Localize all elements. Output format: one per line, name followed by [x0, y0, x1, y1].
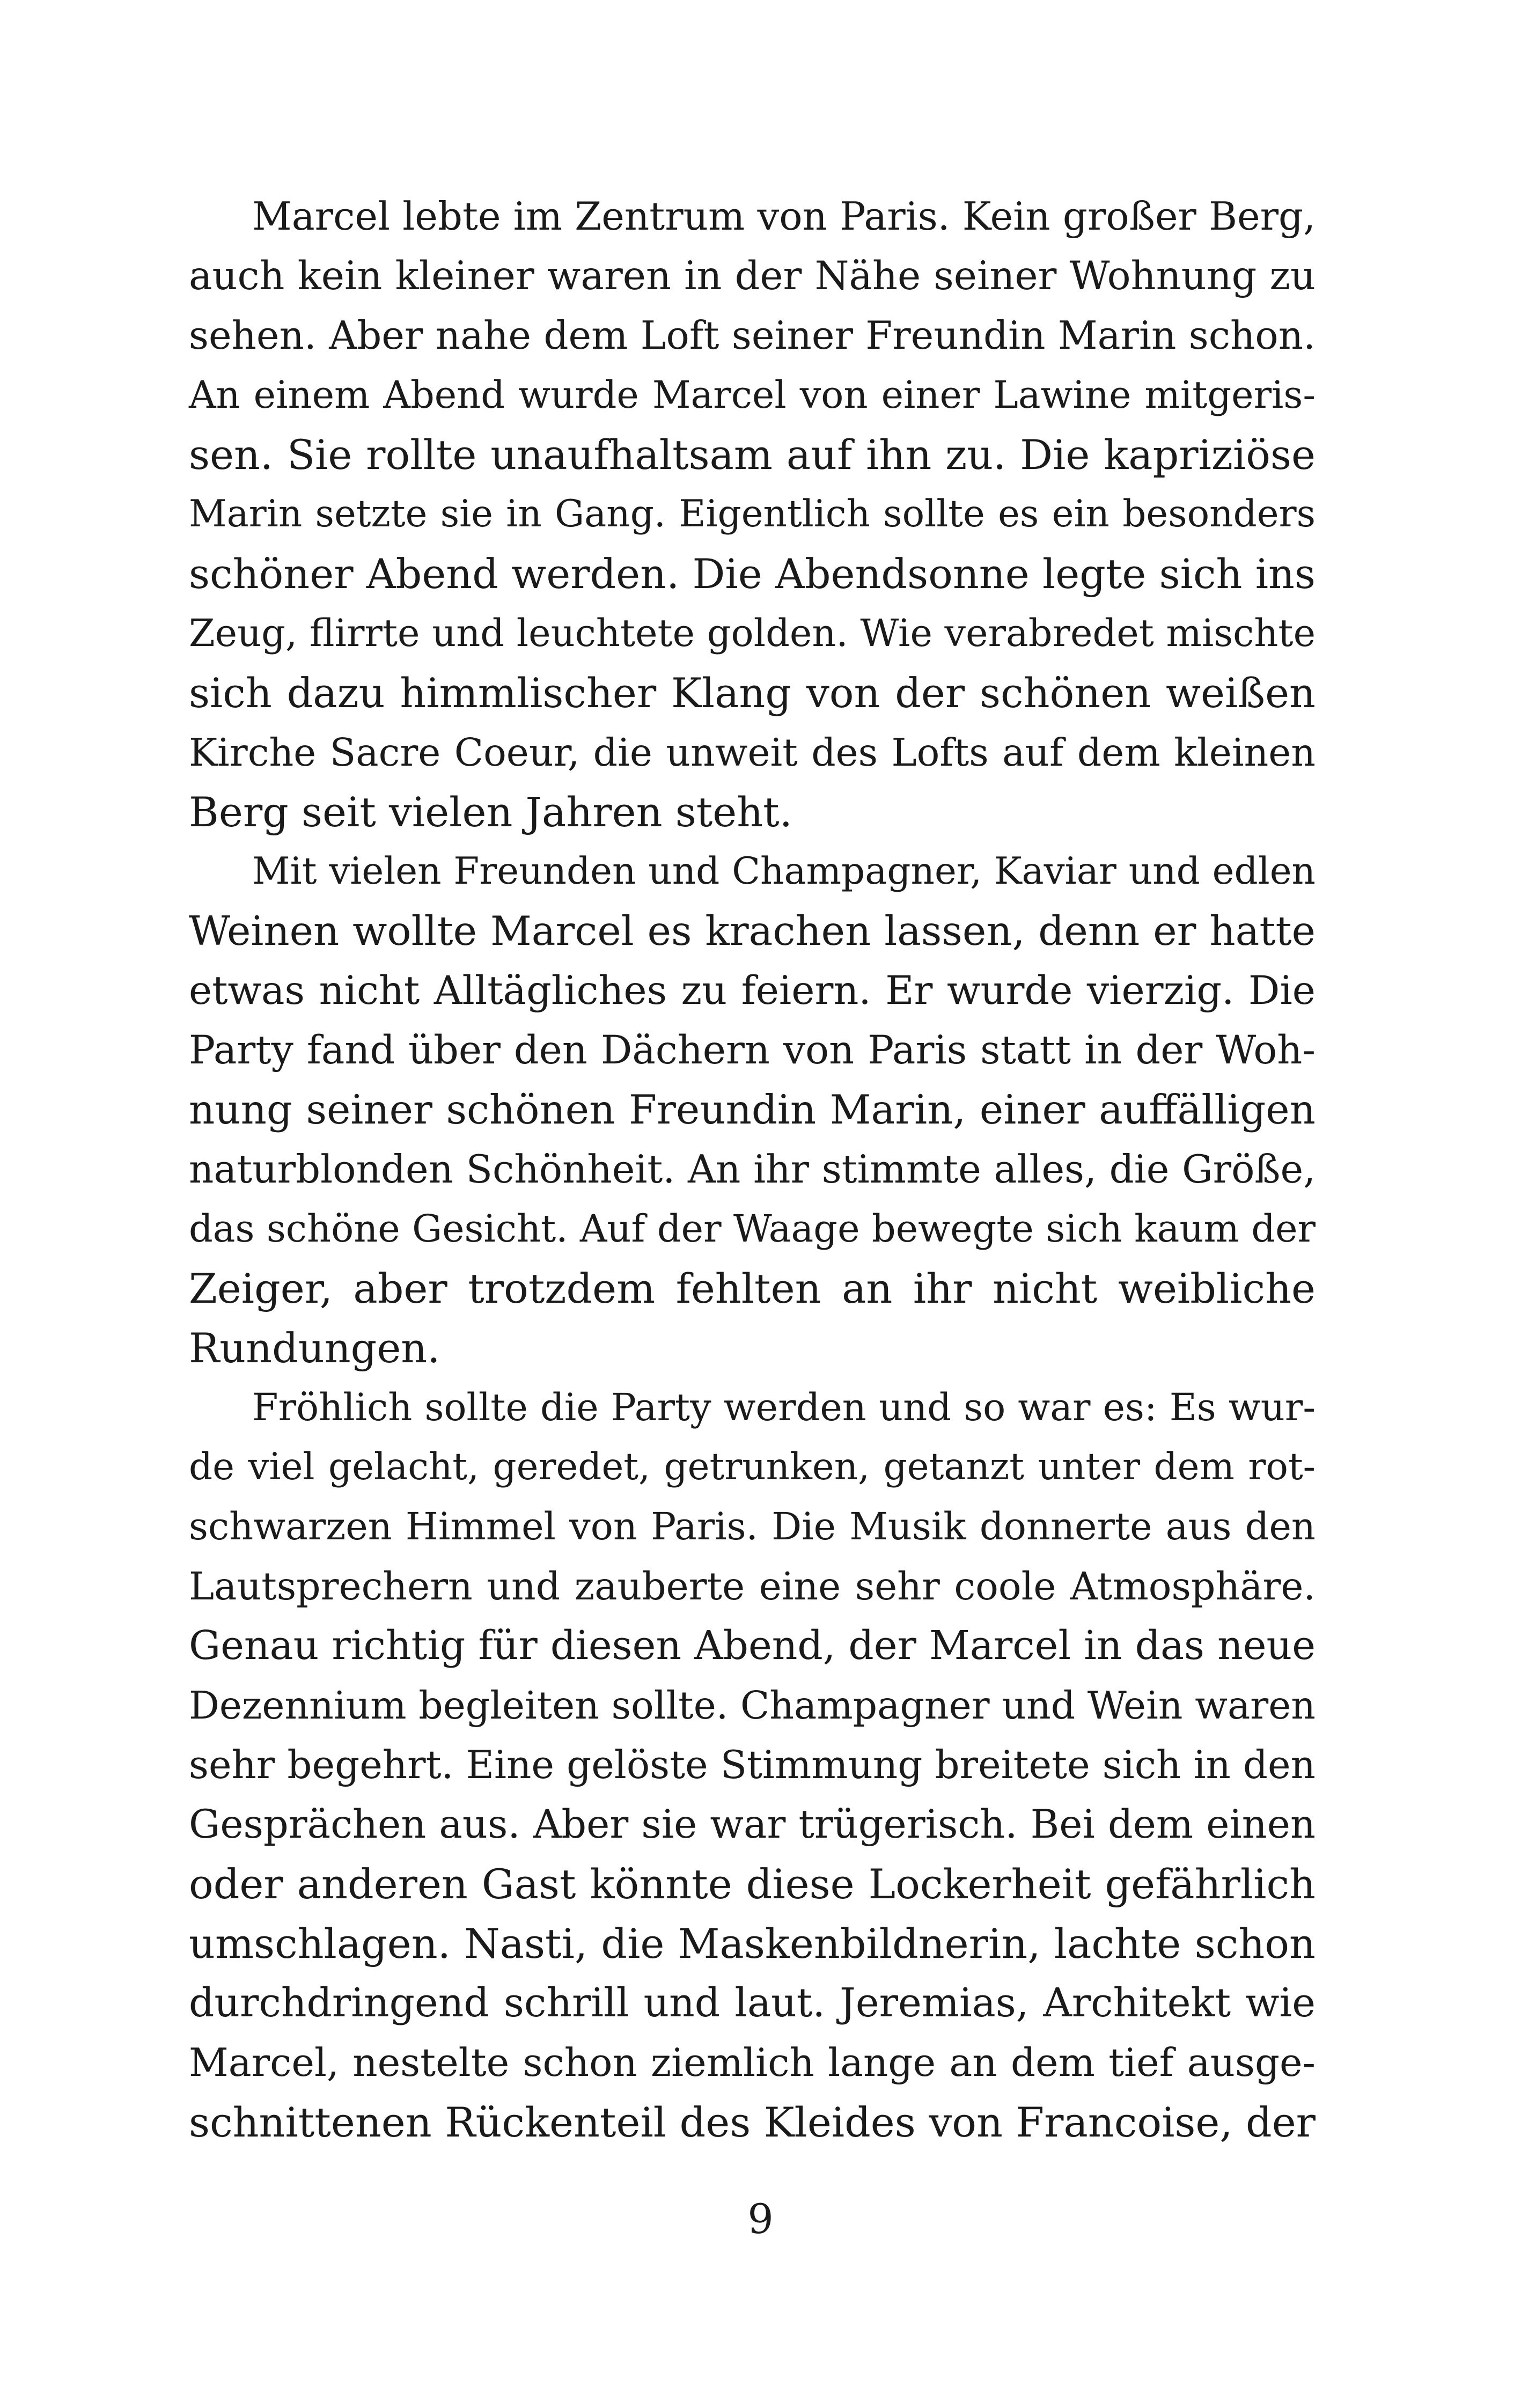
text-line: Party fand über den Dächern von Paris statt in der Woh-	[189, 1027, 1316, 1073]
text-line: auch kein kleiner waren in der Nähe seiner Wohnung zu	[189, 253, 1316, 299]
text-line: Berg seit vielen Jahren steht.	[189, 788, 792, 836]
text-line: Genau richtig für diesen Abend, der Marcel in das neue	[189, 1623, 1316, 1669]
text-line: sehen. Aber nahe dem Loft seiner Freundin Marin schon.	[189, 313, 1316, 358]
text-line: Marcel, nestelte schon ziemlich lange an dem tief ausge-	[189, 2040, 1316, 2085]
text-line: Zeug, flirrte und leuchtete golden. Wie verabredet mischte	[189, 611, 1316, 655]
text-line: Fröhlich sollte die Party werden und so war es: Es wur-	[252, 1385, 1316, 1429]
text-line: schnittenen Rückenteil des Kleides von Francoise, der	[189, 2098, 1316, 2146]
text-line: durchdringend schrill und laut. Jeremias, Architekt wie	[189, 1980, 1316, 2026]
text-line: oder anderen Gast könnte diese Lockerheit gefährlich	[189, 1860, 1316, 1908]
text-line: de viel gelacht, geredet, getrunken, getanzt unter dem rot-	[189, 1445, 1316, 1488]
text-line: schöner Abend werden. Die Abendsonne legte sich ins	[189, 550, 1316, 598]
text-line: Weinen wollte Marcel es krachen lassen, denn er hatte	[189, 907, 1316, 955]
text-line: An einem Abend wurde Marcel von einer Lawine mitgeris-	[189, 373, 1316, 417]
text-line: Zeiger, aber trotzdem fehlten an ihr nicht weibliche	[189, 1265, 1316, 1312]
text-line: naturblonden Schönheit. An ihr stimmte alles, die Größe,	[189, 1147, 1316, 1192]
text-line: Gesprächen aus. Aber sie war trügerisch. Bei dem einen	[189, 1802, 1316, 1847]
text-line: sehr begehrt. Eine gelöste Stimmung breitete sich in den	[189, 1742, 1316, 1787]
text-line: Marcel lebte im Zentrum von Paris. Kein großer Berg,	[252, 194, 1316, 239]
text-line: etwas nicht Alltägliches zu feiern. Er wurde vierzig. Die	[189, 968, 1316, 1014]
text-line: sen. Sie rollte unaufhaltsam auf ihn zu. Die kapriziöse	[189, 431, 1316, 479]
text-line: das schöne Gesicht. Auf der Waage bewegte sich kaum der	[189, 1207, 1316, 1251]
body-text	[189, 187, 1316, 2152]
text-line: nung seiner schönen Freundin Marin, einer auffälligen	[189, 1086, 1316, 1133]
text-line: umschlagen. Nasti, die Maskenbildnerin, lachte schon	[189, 1920, 1316, 1967]
text-line: Dezennium begleiten sollte. Champagner und Wein waren	[189, 1683, 1316, 1728]
text-line: schwarzen Himmel von Paris. Die Musik donnerte aus den	[189, 1504, 1316, 1548]
text-line: Kirche Sacre Coeur, die unweit des Lofts auf dem kleinen	[189, 730, 1316, 775]
text-line: Lautsprechern und zauberte eine sehr coole Atmosphäre.	[189, 1564, 1316, 1609]
text-line: Mit vielen Freunden und Champagner, Kaviar und edlen	[252, 850, 1316, 893]
text-line: Marin setzte sie in Gang. Eigentlich sollte es ein besonders	[189, 493, 1316, 535]
text-line: sich dazu himmlischer Klang von der schönen weißen	[189, 669, 1316, 717]
text-line: Rundungen.	[189, 1324, 440, 1372]
page-number: 9	[747, 2195, 774, 2243]
